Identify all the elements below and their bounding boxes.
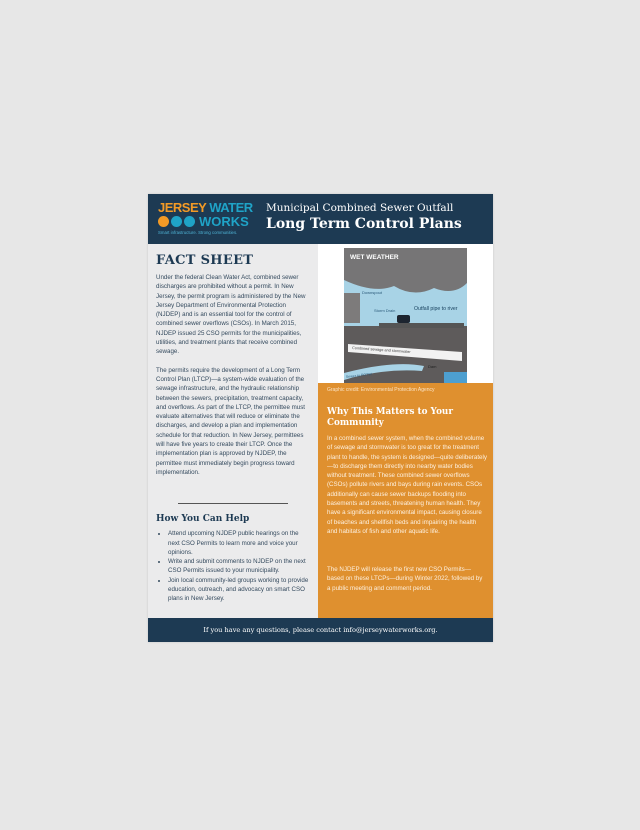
intro-paragraph: Under the federal Clean Water Act, combined sewer discharges are prohibited without a permit. In New Jersey, the permit program is administered by the New Jersey Department of Environmental Protection (NJDEP) and is an essential tool for the control of combined sewer overflows (CSOs). In March 2015, NJDEP issued 25 CSO permits for the municipalities, utilities, and treatment plants that receive combined sewage. — [156, 274, 306, 356]
header — [148, 194, 493, 244]
help-list — [156, 529, 310, 603]
plant-icon — [184, 216, 195, 227]
label-dam: Dam — [428, 364, 437, 369]
footer-contact: If you have any questions, please contact info@jerseywaterworks.org. — [148, 618, 493, 642]
why-paragraph: In a combined sewer system, when the combined volume of sewage and stormwater is too great for the treatment plant to handle, the system is designed—quite deliberately—to discharge them directly into nearby water bodies without treatment. These combined sewer overflows (CSOs) pollute rivers and bays during rain events. CSOs additionally can cause sewer backups flooding into basements and streets, threatening human health. They have a significant environmental impact, causing closure of beaches and shellfish beds and impairing the health and habitats of fish and other aquatic life. — [327, 435, 487, 535]
label-downspout: Downspout — [362, 290, 383, 295]
jersey-water-works-logo — [158, 201, 258, 235]
left-column — [148, 244, 318, 618]
ltcp-paragraph: The permits require the development of a Long Term Control Plan (LTCP)—a system-wide evaluation of the sewage infrastructure, and the hydraulic relationship between the sewers, precipitation, treatment capacity, and overflows. As part of the LTCP, the permittee must evaluate alternatives that will reduce or eliminate the discharges, and develop a plan and implementation schedule for that reduction. In New Jersey, permittees will have five years to create their LTCP. Once the implementation plan is approved by NJDEP, the permittee must immediately begin progress toward implementation. — [156, 366, 306, 476]
nj-icon — [158, 216, 169, 227]
help-heading: How You Can Help — [156, 514, 250, 525]
water-drop-icon — [171, 216, 182, 227]
wet-weather-graphic — [318, 244, 493, 383]
why-heading: Why This Matters to Your Community — [327, 407, 453, 428]
graphic-title: WET WEATHER — [350, 254, 399, 261]
list-item: • Write and submit comments to NJDEP on the next CSO Permits issued to your municipality. — [168, 557, 310, 576]
label-storm-drain: Storm Drain — [374, 308, 396, 313]
logo-text: WORKS — [199, 214, 249, 229]
label-potw: Sewer to POTW — [345, 372, 372, 379]
logo-text: JERSEY — [158, 200, 207, 215]
header-subtitle: Municipal Combined Sewer Outfall — [266, 202, 454, 214]
list-item: • Attend upcoming NJDEP public hearings on the next CSO Permits to learn more and voice your opinions. — [168, 529, 310, 557]
fact-sheet-heading: FACT SHEET — [156, 253, 254, 268]
logo-text: WATER — [209, 200, 253, 215]
list-item: • Join local community-led groups working to provide education, outreach, and advocacy on smart CSO plans in New Jersey. — [168, 576, 310, 604]
logo-tagline: Smart infrastructure. Strong communities. — [158, 230, 238, 235]
fact-sheet — [148, 194, 493, 642]
divider — [178, 503, 288, 504]
label-combined: Combined sewage and stormwater — [351, 346, 411, 355]
graphic-credit: Graphic credit: Environmental Protection Agency — [327, 387, 435, 393]
right-column — [318, 244, 493, 618]
header-title: Long Term Control Plans — [266, 216, 462, 232]
label-outfall: Outfall pipe to river — [414, 306, 458, 312]
release-paragraph: The NJDEP will release the first new CSO Permits—based on these LTCPs—during Winter 2022, followed by a public meeting and comment period. — [327, 566, 483, 592]
